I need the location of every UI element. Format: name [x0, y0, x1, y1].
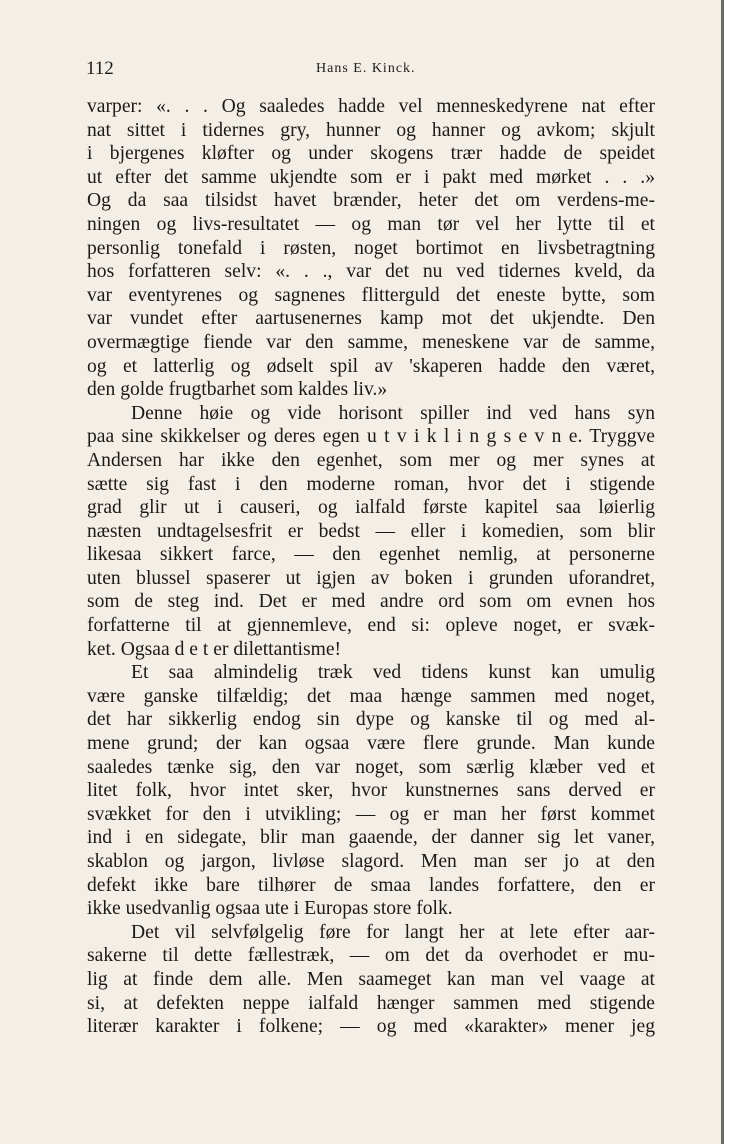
- text-line: ikke usedvanlig ogsaa ute i Europas store folk.: [87, 898, 453, 920]
- text-line: varper: «. . . Og saaledes hadde vel menneskedyrene nat efter: [87, 96, 655, 117]
- running-head: Hans E. Kinck.: [316, 61, 416, 76]
- text-line: Et saa almindelig træk ved tidens kunst kan umulig: [131, 662, 655, 684]
- text-line: i bjergenes kløfter og under skogens trær hadde de speidet: [87, 143, 655, 165]
- text-line: var eventyrenes og sagnenes flitterguld det eneste bytte, som: [87, 284, 655, 306]
- text-line: det har sikkerlig endog sin dype og kanske til og med al-: [87, 709, 655, 731]
- page-header: [86, 56, 656, 86]
- text-line: ket. Ogsaa d e t er dilettantisme!: [87, 638, 342, 660]
- text-line: nat sittet i tidernes gry, hunner og hanner og avkom; skjult: [87, 119, 655, 141]
- text-line: overmægtige fiende var den samme, meneskene var de samme,: [87, 331, 655, 353]
- text-line: grad glir ut i causeri, og ialfald første kapitel saa løierlig: [87, 497, 655, 519]
- page-number: 112: [86, 58, 114, 79]
- body-text: [87, 95, 655, 1039]
- text-line: likesaa sikkert farce, — den egenhet nemlig, at personerne: [87, 544, 655, 566]
- page-spine: [722, 0, 735, 1144]
- text-line: litet folk, hvor intet sker, hvor kunstnernes sans derved er: [87, 780, 655, 802]
- text-line: ningen og livs-resultatet — og man tør vel her lytte til et: [87, 213, 655, 235]
- text-line: personlig tonefald i røsten, noget bortimot en livsbetragtning: [87, 237, 655, 259]
- spine-edge: [721, 0, 724, 1144]
- text-line: mene grund; der kan ogsaa være flere grunde. Man kunde: [87, 733, 655, 755]
- text-line: var vundet efter aartusenernes kamp mot det ukjendte. Den: [87, 308, 655, 330]
- text-line: skablon og jargon, livløse slagord. Men man ser jo at den: [87, 851, 655, 872]
- text-line: som de steg ind. Det er med andre ord som om evnen hos: [87, 591, 655, 613]
- text-line: være ganske tilfældig; det maa hænge sammen med noget,: [87, 685, 655, 707]
- text-line: Denne høie og vide horisont spiller ind ved hans syn: [131, 402, 655, 424]
- text-line: forfatterne til at gjennemleve, end si: opleve noget, er svæk-: [87, 615, 655, 637]
- text-line: lig at finde dem alle. Men saameget kan man vel vaage at: [87, 968, 655, 990]
- text-line: svækket for den i utvikling; — og er man her først kommet: [87, 803, 655, 825]
- text-line: sætte sig fast i den moderne roman, hvor det i stigende: [87, 473, 655, 495]
- text-line: ind i en sidegate, blir man gaaende, der danner sig let vaner,: [87, 827, 655, 849]
- text-line: saaledes tænke sig, den var noget, som særlig klæber ved et: [87, 756, 655, 778]
- text-line: uten blussel spaserer ut igjen av boken i grunden uforandret,: [87, 567, 655, 589]
- text-line: ut efter det samme ukjendte som er i pakt med mørket . . .»: [87, 166, 655, 188]
- text-line: literær karakter i folkene; — og med «karakter» mener jeg: [87, 1016, 655, 1038]
- text-line: den golde frugtbarhet som kaldes liv.»: [87, 379, 388, 401]
- text-line: defekt ikke bare tilhører de smaa landes forfattere, den er: [87, 874, 655, 896]
- text-line: si, at defekten neppe ialfald hænger sammen med stigende: [87, 992, 655, 1014]
- text-line: Og da saa tilsidst havet brænder, heter det om verdens-me-: [87, 190, 655, 212]
- text-line: Andersen har ikke den egenhet, som mer og mer synes at: [87, 449, 655, 471]
- text-line: paa sine skikkelser og deres egen u t v i k l i n g s e v n e. Tryggve: [87, 426, 655, 448]
- text-line: næsten undtagelsesfrit er bedst — eller i komedien, som blir: [87, 520, 655, 542]
- text-line: hos forfatteren selv: «. . ., var det nu ved tidernes kveld, da: [87, 261, 655, 283]
- text-line: og et latterlig og ødselt spil av 'skaperen hadde den været,: [87, 355, 655, 377]
- text-line: sakerne til dette fællestræk, — om det da overhodet er mu-: [87, 945, 655, 967]
- text-line: Det vil selvfølgelig føre for langt her at lete efter aar-: [131, 921, 655, 943]
